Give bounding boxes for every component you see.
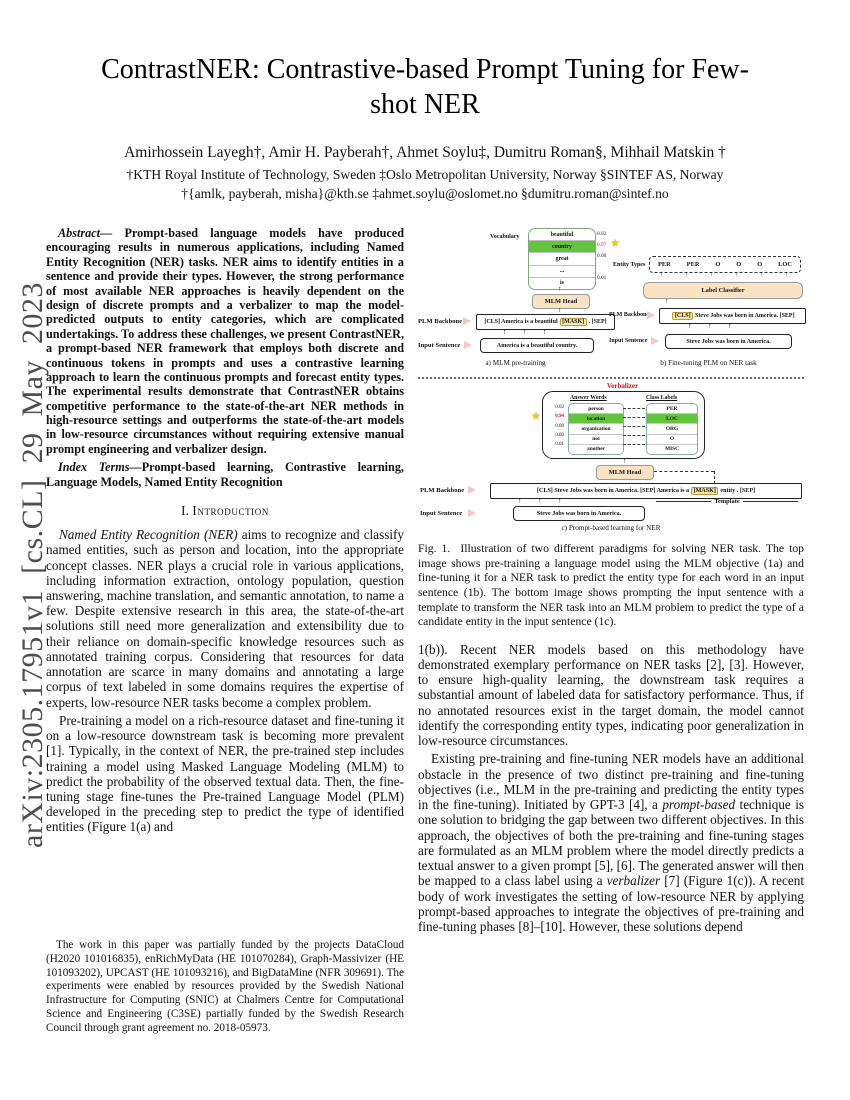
right-paragraph-1: 1(b)). Recent NER models based on this methodology have demonstrated exemplary performance on NER tasks [2], [3]. However, to ensure high-quality learning, the downstream task requires a substantial amount of labeled data for satisfactory performance. Thus, if no annotated resources exist in the target domain, the model cannot identify the corresponding entity types, indicating poor generalization in low-resource circumstances.: [418, 641, 804, 749]
plm-backbone-tokens: [490, 483, 802, 499]
affiliations-line: †KTH Royal Institute of Technology, Sweden ‡Oslo Metropolitan University, Norway §SINTEF AS, Norway: [126, 167, 724, 182]
intro-paragraph-2: Pre-training a model on a rich-resource dataset and fine-tuning it on a low-resource downstream task is becoming more prevalent [1]. Typically, in the context of NER, the pre-trained step includes training a model using Masked Language Modeling (MLM) to predict the probability of the observed textual data. Then, the fine-tuning stage fine-tunes the Pre-trained Language Model (PLM) developed in the preceding step to predict the type of identified entities (Figure 1(a) and: [46, 712, 404, 835]
up-arrow-icon: ↑: [759, 271, 764, 278]
right-column: [418, 226, 804, 937]
intro-p1-lead: Named Entity Recognition (NER): [59, 527, 238, 543]
class-label: O: [647, 435, 697, 445]
entity-type: O: [757, 261, 763, 268]
verbalizer-prob: 0.00: [555, 423, 564, 429]
vocab-row: beautiful: [529, 229, 595, 241]
vocab-prob-top: 0.97: [597, 241, 607, 248]
abstract: [46, 226, 404, 456]
up-arrow-icon: ↑: [684, 271, 689, 278]
token-part2: entity . [SEP]: [720, 488, 756, 494]
p2-seg2: technique is one solution to bridging the gap between two different objectives. In this approach, the objectives of both the pre-training and fine-tuning stages are formulated as an MLM problem where the model directly predicts a textual answer to a given prompt [5], [6]. The generated answer will then be mapped to a class label using a: [418, 797, 804, 889]
template-annotation: [656, 498, 798, 505]
plm-backbone-tokens: [659, 308, 806, 324]
vocab-row: ...: [529, 266, 595, 278]
verbalizer-mapping-connector: [623, 426, 645, 427]
answer-word-highlighted: location: [569, 414, 623, 424]
vocab-row-highlighted: country: [529, 241, 595, 253]
class-labels-box: [646, 403, 698, 455]
answer-word: another: [587, 446, 605, 453]
up-arrow-icon: ↑: [558, 306, 562, 314]
entity-type: O: [715, 261, 721, 268]
mlm-head-box: MLM Head: [532, 294, 590, 309]
input-sentence-label: Input Sentence: [420, 510, 463, 517]
verbalizer-mapping-connector: [623, 408, 645, 409]
template-line: [656, 501, 711, 502]
class-label-highlighted: LOC: [647, 414, 697, 424]
subfigure-a-mlm-pretraining: [418, 226, 620, 376]
figure-1: [418, 226, 804, 532]
class-label: MISC: [664, 446, 680, 453]
entity-types-label: Entity Types: [613, 262, 646, 268]
mask-token: [MASK]: [560, 318, 587, 326]
abstract-lead: Abstract—: [58, 226, 113, 240]
verbalizer-prob: 0.01: [555, 442, 564, 447]
token-prefix: [CLS] America is a beautiful: [484, 319, 558, 325]
vocabulary-box: [528, 228, 596, 290]
arxiv-sidebar-label: arXiv:2305.17951v1 [cs.CL] 29 May 2023: [16, 282, 49, 848]
up-arrow-icon: ↑: [518, 497, 522, 505]
subfigure-a-caption: a) MLM pre-training: [485, 359, 546, 367]
mask-connector-dashed-line: [654, 471, 714, 472]
verbalizer-label: Verbalizer: [606, 382, 639, 390]
paper-title: ContrastNER: Contrastive-based Prompt Tuning for Few-shot NER: [101, 54, 749, 120]
classifier-output-arrows: [649, 272, 799, 279]
up-arrow-icon: ↑: [558, 497, 562, 505]
index-terms: [46, 460, 404, 489]
entity-type: LOC: [778, 261, 792, 268]
input-sentence-box: Steve Jobs was born in America.: [513, 506, 645, 521]
verbalizer-mapping-connector: [623, 444, 645, 445]
up-arrow-icon: ↑: [728, 322, 732, 330]
plm-backbone-label: PLM Backbone: [420, 487, 465, 494]
token-part1: [CLS] Steve Jobs was born in America. [SEP] America is a: [536, 488, 690, 494]
input-sentence-box: Steve Jobs was born in America.: [665, 334, 792, 349]
right-paragraph-2: [418, 751, 804, 934]
up-arrow-icon: ↑: [709, 271, 714, 278]
pink-arrow-icon: [647, 311, 655, 319]
up-arrow-icon: ↑: [784, 271, 789, 278]
template-label: Template: [714, 498, 740, 505]
verbalizer-prob: 0.00: [555, 432, 564, 438]
vocab-prob: [597, 262, 613, 273]
subfigure-b-caption: b) Fine-tuning PLM on NER task: [660, 359, 757, 367]
star-icon: ★: [611, 238, 620, 248]
subfigure-b-finetuning: [609, 226, 804, 376]
figure-caption-text: Illustration of two different paradigms for solving NER task. The top image shows pre-training a language model using the MLM objective (1a) and fine-tuning it for a NER task to predict the entity type for each word in an input sentence (1b). The bottom image shows prompting the input sentence with a template to transform the NER task into an MLM problem to predict the type of a candidate entity in the input sentence (1c).: [418, 542, 805, 629]
input-sentence-box: America is a beautiful country.: [480, 338, 594, 353]
p2-seg3: [7] (Figure 1(c)). A recent body of work investigates the setting of low-resource NER by applying prompt-based approaches to integrate the objectives of pre-training and fine-tuning phases [8]–[10]. However, these solutions depend: [418, 873, 804, 934]
answer-word: not: [569, 435, 623, 445]
vocabulary-label: Vocabulary: [490, 234, 520, 240]
input-sentence-label: Input Sentence: [418, 342, 461, 349]
vocab-row: is: [560, 280, 564, 287]
vocab-probabilities: [597, 228, 613, 284]
vocab-prob: 0.00: [597, 252, 607, 259]
intro-paragraph-1: [46, 527, 404, 710]
vocab-row: great: [529, 253, 595, 265]
class-labels-header: Class Labels: [646, 395, 678, 401]
star-icon: ★: [532, 411, 541, 421]
verbalizer-mapping-connector: [623, 435, 645, 436]
authors-line: Amirhossein Layegh†, Amir H. Payberah†, Ahmet Soylu‡, Dumitru Roman§, Mihhail Matskin †: [124, 144, 726, 161]
entity-type: O: [736, 261, 742, 268]
emails-line: †{amlk, payberah, misha}@kth.se ‡ahmet.soylu@oslomet.no §dumitru.roman@sintef.no: [181, 186, 669, 201]
index-terms-lead: Index Terms—: [58, 460, 142, 475]
vocab-prob: 0.02: [597, 230, 607, 237]
cls-token: [CLS]: [672, 312, 693, 320]
p2-italic-prompt-based: prompt-based: [662, 797, 736, 813]
left-column: [46, 226, 404, 1036]
up-arrow-icon: ↑: [523, 328, 527, 336]
p2-seg1: Existing pre-training and fine-tuning NER models have an additional obstacle in the presence of two distinct pre-training and fine-tuning objectives (i.e., MLM in the pre-training and predicting the entity types in the fine-tuning). Initiated by GPT-3 [4], a: [418, 751, 804, 813]
plm-backbone-label: PLM Backbone: [609, 312, 650, 318]
plm-backbone-label: PLM Backbone: [418, 318, 463, 325]
answer-word: organization: [569, 424, 623, 434]
up-arrow-icon: ↑: [558, 285, 562, 293]
input-sentence-label: Input Sentence: [609, 338, 648, 344]
answer-words-header: Answer Words: [570, 395, 607, 401]
answer-word: person: [569, 404, 623, 414]
section-title: Introduction: [192, 503, 269, 519]
figure-caption-label: Fig. 1.: [418, 542, 451, 555]
up-arrow-icon: ↑: [659, 271, 664, 278]
up-arrow-icon: ↑: [665, 297, 669, 305]
pink-arrow-icon: [468, 486, 476, 494]
two-column-body: [0, 226, 850, 1036]
entity-types-box: [649, 256, 801, 273]
abstract-text: Prompt-based language models have produced encouraging results in numerous applications, including Named Entity Recognition (NER) tasks. NER aims to identify entities in a sentence and provide their types. However, the strong performance of most available NER approaches is heavily dependent on the design of discrete prompts and a verbalizer to map the model-predicted outputs to entity categories, which are complicated undertakings. To address these challenges, we present ContrastNER, a prompt-based NER framework that employs both discrete and continuous tokens in prompts and uses a contrastive learning approach to learn the continuous prompts and forecast entity types. The experimental results demonstrate that ContrastNER obtains competitive performance to the state-of-the-art NER methods in high-resource settings and outperforms the state-of-the-art models in low-resource circumstances without requiring extensive manual prompt engineering and verbalizer design.: [46, 226, 404, 456]
verbalizer-prob: 0.02: [555, 405, 564, 410]
up-arrow-icon: ↑: [538, 497, 542, 505]
dotted-separator: [418, 377, 804, 379]
section-heading-introduction: [46, 503, 404, 519]
subfigure-c-caption: c) Prompt-based learning for NER: [561, 524, 661, 532]
up-arrow-icon: ↑: [734, 271, 739, 278]
up-arrow-icon: ↑: [503, 328, 507, 336]
up-arrow-icon: ↑: [688, 322, 692, 330]
template-line: [743, 501, 798, 502]
label-classifier-box: Label Classifier: [643, 282, 803, 299]
up-arrow-icon: ↑: [543, 328, 547, 336]
p2-italic-verbalizer: verbalizer: [606, 873, 661, 889]
entity-type: PER: [657, 261, 671, 268]
figure-1-caption: [418, 542, 804, 630]
class-label: ORG: [647, 424, 697, 434]
token-rest: Steve Jobs was born in America. [SEP]: [695, 313, 795, 319]
up-arrow-icon: ↑: [708, 322, 712, 330]
class-label: PER: [647, 404, 697, 414]
vocab-prob: 0.01: [597, 275, 607, 282]
section-number: I.: [181, 503, 189, 519]
pink-arrow-icon: [468, 509, 476, 517]
answer-words-box: [568, 403, 624, 455]
verbalizer-prob-top: 0.94: [555, 414, 564, 419]
pink-arrow-icon: [651, 337, 659, 345]
mlm-head-box: MLM Head: [596, 465, 654, 480]
up-arrow-icon: ↑: [623, 457, 627, 465]
subfigure-c-prompt-learning: [418, 384, 804, 532]
entity-type: PER: [686, 261, 700, 268]
funding-footnote: The work in this paper was partially funded by the projects DataCloud (H2020 101016835), enRichMyData (HE 101070284), Graph-Massivizer (HE 101093202), UPCAST (HE 101093216), and BigDataMine (NFR 309691). The experiments were enabled by resources provided by the Swedish National Infrastructure for Computing (SNIC) at Chalmers Centre for Computational Science and Engineering (C3SE) partially funded by the Swedish Research Council through grant agreement no. 2018-05973.: [46, 938, 404, 1035]
index-terms-text: Prompt-based learning, Contrastive learning, Language Models, Named Entity Recognition: [46, 460, 404, 489]
pink-arrow-icon: [463, 317, 471, 325]
mask-token: [MASK]: [691, 487, 718, 495]
verbalizer-mapping-connector: [623, 417, 645, 418]
intro-p1-rest: aims to recognize and classify named entities, such as person and location, into the appropriate concept classes. NER plays a crucial role in various applications, including information extraction, ontology population, question answering, machine translation, and semantic annotation, to name a few. Despite extensive research in this area, the state-of-the-art solutions still need more generalization and extensibility due to their reliance on domain-specific knowledge resources such as annotated training corpus. Considering that resources for data annotation are scarce in many domains and annotating a large corpus of text labeled in some domains requires the expertise of experts, low-resource NER tasks become a complex problem.: [46, 527, 404, 710]
token-suffix: . [SEP]: [588, 319, 607, 325]
pink-arrow-icon: [464, 341, 472, 349]
